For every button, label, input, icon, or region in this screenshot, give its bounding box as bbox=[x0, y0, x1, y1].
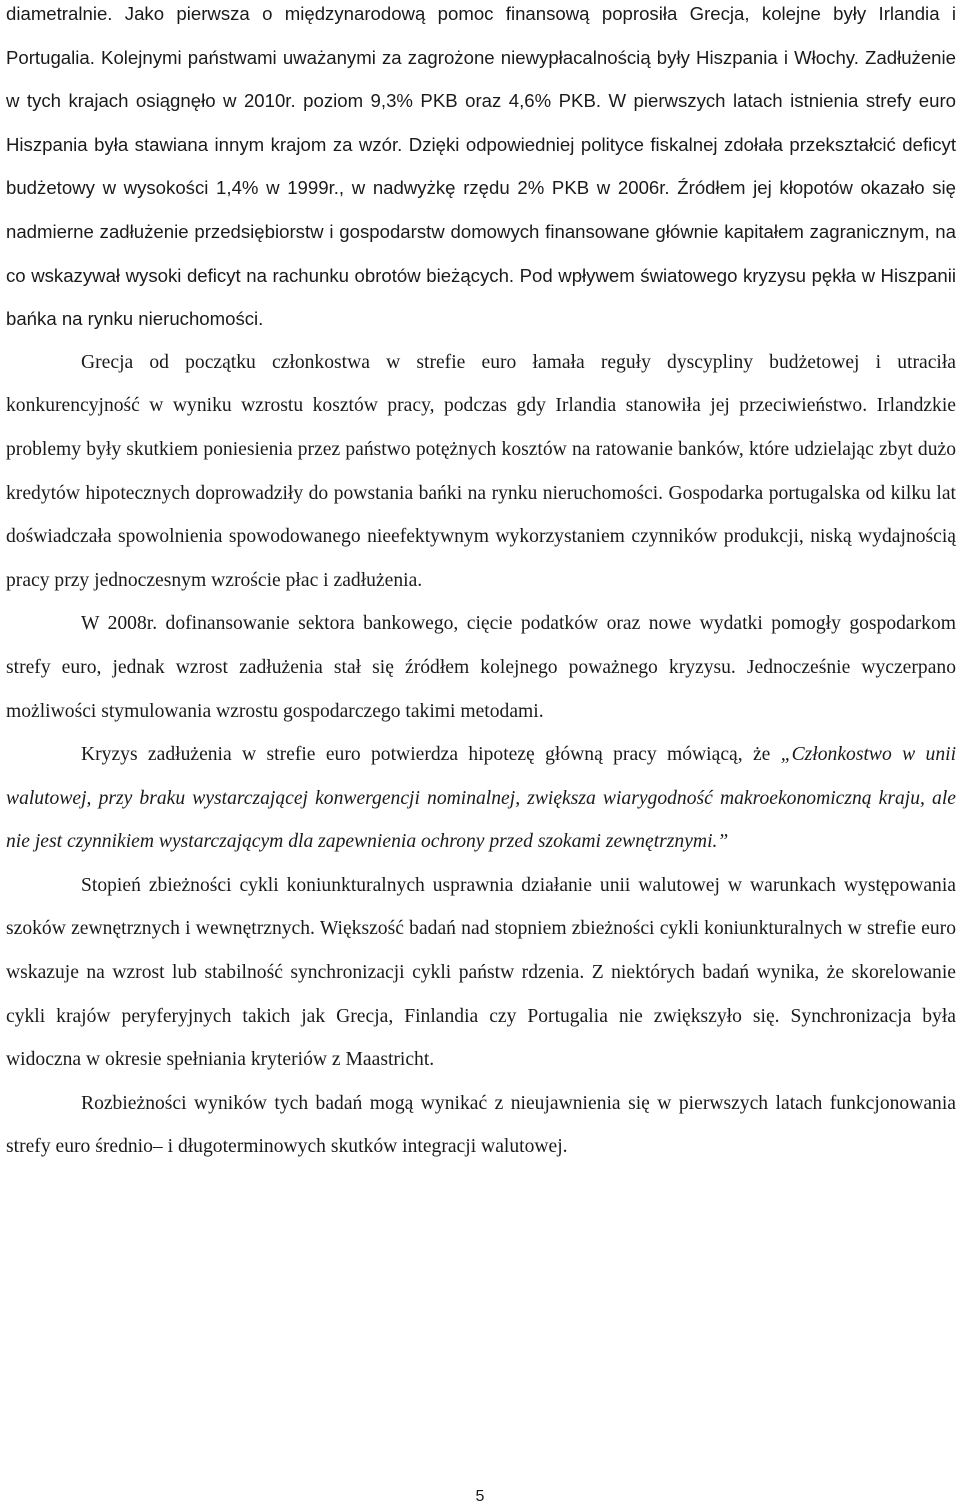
paragraph-greece-ireland-portugal: Grecja od początku członkostwa w strefie euro łamała reguły dyscypliny budżetowej i utraciła konkurencyjność w wyniku wzrostu kosztów pracy, podczas gdy Irlandia stanowiła jej przeciwieństwo. Irlandzkie problemy były skutkiem poniesienia przez państwo potężnych kosztów na ratowanie banków, które udzielając zbyt dużo kredytów hipotecznych doprowadziły do powstania bańki na rynku nieruchomości. Gospodarka portugalska od kilku lat doświadczała spowolnienia spowodowanego nieefektywnym wykorzystaniem czynników produkcji, niską wydajnością pracy przy jednoczesnym wzroście płac i zadłużenia. bbox=[6, 351, 956, 591]
hypothesis-intro: Kryzys zadłużenia w strefie euro potwierdza hipotezę główną pracy mówiącą, że bbox=[81, 744, 771, 766]
paragraph-business-cycles: Stopień zbieżności cykli koniunkturalnych usprawnia działanie unii walutowej w warunkach występowania szoków zewnętrznych i wewnętrznych. Większość badań nad stopniem zbieżności cykli koniunkturalnych w strefie euro wskazuje na wzrost lub stabilność synchronizacji cykli państw rdzenia. Z niektórych badań wynika, że skorelowanie cykli krajów peryferyjnych takich jak Grecja, Finlandia czy Portugalia nie zwiększyło się. Synchronizacja była widoczna w okresie spełniania kryteriów z Maastricht. bbox=[6, 874, 956, 1071]
paragraph-divergence: Rozbieżności wyników tych badań mogą wynikać z nieujawnienia się w pierwszych latach funkcjonowania strefy euro średnio– i długoterminowych skutków integracji walutowej. bbox=[6, 1092, 956, 1158]
paragraph-main-hypothesis bbox=[6, 733, 956, 864]
paragraph-2008-stimulus: W 2008r. dofinansowanie sektora bankowego, cięcie podatków oraz nowe wydatki pomogły gospodarkom strefy euro, jednak wzrost zadłużenia stał się źródłem kolejnego poważnego kryzysu. Jednocześnie wyczerpano możliwości stymulowania wzrostu gospodarczego takimi metodami. bbox=[6, 613, 956, 722]
document-page bbox=[6, 0, 956, 1169]
page-number: 5 bbox=[475, 1488, 485, 1505]
paragraph-spain-crisis: diametralnie. Jako pierwsza o międzynarodową pomoc finansową poprosiła Grecja, kolejne były Irlandia i Portugalia. Kolejnymi państwami uważanymi za zagrożone niewypłacalnością były Hiszpania i Włochy. Zadłużenie w tych krajach osiągnęło w 2010r. poziom 9,3% PKB oraz 4,6% PKB. W pierwszych latach istnienia strefy euro Hiszpania była stawiana innym krajom za wzór. Dzięki odpowiedniej polityce fiskalnej zdołała przekształcić deficyt budżetowy w wysokości 1,4% w 1999r., w nadwyżkę rzędu 2% PKB w 2006r. Źródłem jej kłopotów okazało się nadmierne zadłużenie przedsiębiorstw i gospodarstw domowych finansowane głównie kapitałem zagranicznym, na co wskazywał wysoki deficyt na rachunku obrotów bieżących. Pod wpływem światowego kryzysu pękła w Hiszpanii bańka na rynku nieruchomości. bbox=[6, 3, 956, 330]
hypothesis-quote: „Członkostwo w unii walutowej, przy braku wystarczającej konwergencji nominalnej, zwiększa wiarygodność makroekonomiczną kraju, ale nie jest czynnikiem wystarczającym dla zapewnienia ochrony przed szokami zewnętrznymi.” bbox=[6, 744, 957, 853]
